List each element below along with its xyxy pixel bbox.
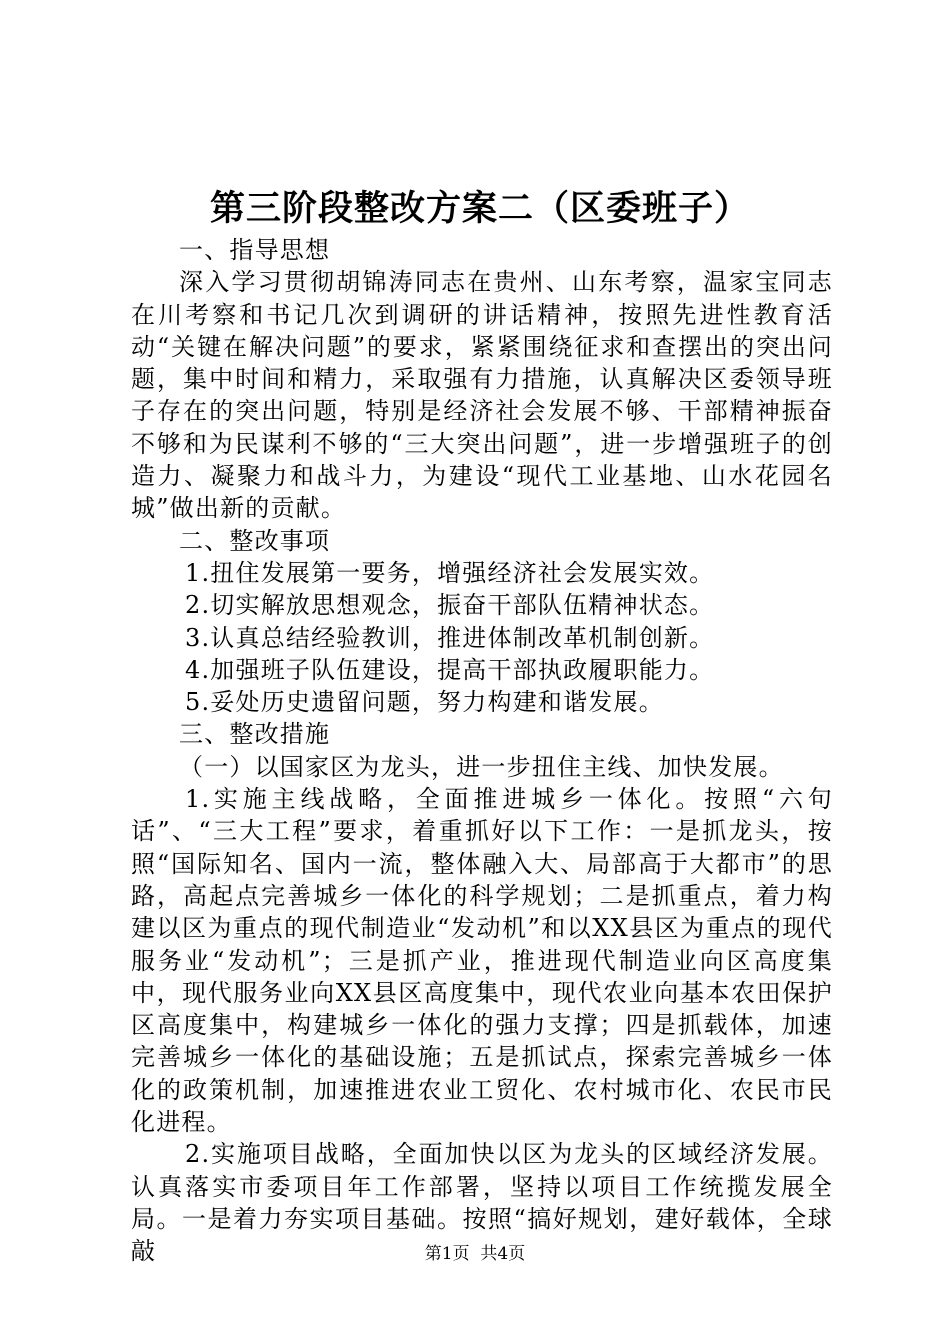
subsection-heading: （一）以国家区为龙头，进一步扭住主线、加快发展。 xyxy=(179,752,784,781)
document-title: 第三阶段整改方案二（区委班子） xyxy=(209,188,750,229)
page-footer xyxy=(0,1243,950,1265)
section-heading: 三、整改措施 xyxy=(179,720,331,749)
list-item: 4.加强班子队伍建设，提高干部执政履职能力。 xyxy=(185,655,715,684)
page-number: 第1页 xyxy=(424,1244,470,1264)
numbered-paragraph: 1.实施主线战略，全面推进城乡一体化。按照“六句话”、“三大工程”要求，着重抓好以下工作：一是抓龙头，按照“国际知名、国内一流，整体融入大、局部高于大都市”的思路，高起点完善城乡一体化的科学规划；二是抓重点，着力构建以区为重点的现代制造业“发动机”和以XX县区为重点的现代服务业“发动机”；三是抓产业，推进现代制造业向区高度集中，现代服务业向XX县区高度集中，现代农业向基本农田保护区高度集中，构建城乡一体化的强力支撑；四是抓载体，加速完善城乡一体化的基础设施；五是抓试点，探索完善城乡一体化的政策机制，加速推进农业工贸化、农村城市化、农民市民化进程。 xyxy=(131,785,833,1137)
list-item: 5.妥处历史遗留问题，努力构建和谐发展。 xyxy=(185,688,664,717)
section-heading: 一、指导思想 xyxy=(179,236,331,264)
list-item: 3.认真总结经验教训，推进体制改革机制创新。 xyxy=(185,623,715,652)
list-item: 1.扭住发展第一要务，增强经济社会发展实效。 xyxy=(185,558,715,587)
section-heading: 二、整改事项 xyxy=(179,526,331,555)
paragraph: 深入学习贯彻胡锦涛同志在贵州、山东考察，温家宝同志在川考察和书记几次到调研的讲话精神，按照先进性教育活动“关键在解决问题”的要求，紧紧围绕征求和查摆出的突出问题，集中时间和精力，采取强有力措施，认真解决区委领导班子存在的突出问题，特别是经济社会发展不够、干部精神振奋不够和为民谋利不够的“三大突出问题”，进一步增强班子的创造力、凝聚力和战斗力，为建设“现代工业基地、山水花园名城”做出新的贡献。 xyxy=(131,268,833,523)
numbered-paragraph: 2.实施项目战略，全面加快以区为龙头的区域经济发展。认真落实市委项目年工作部署，坚持以项目工作统揽发展全局。一是着力夯实项目基础。按照“搞好规划，建好载体，全球敲 xyxy=(131,1140,833,1266)
page-total: 共4页 xyxy=(480,1244,526,1264)
document-body xyxy=(131,234,833,1268)
list-item: 2.切实解放思想观念，振奋干部队伍精神状态。 xyxy=(185,591,715,620)
